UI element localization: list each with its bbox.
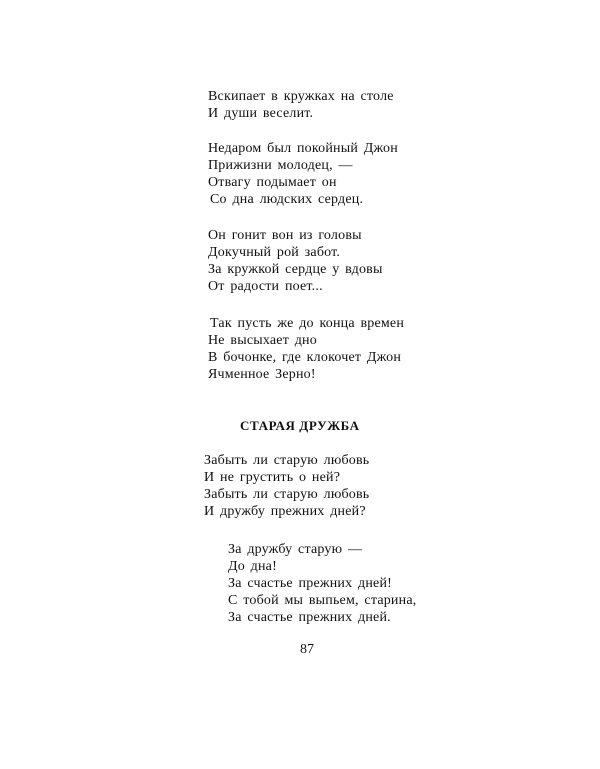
verse-line: В бочонке, где клокочет Джон bbox=[208, 350, 402, 365]
verse-line: До дна! bbox=[228, 559, 277, 574]
verse-line: Забыть ли старую любовь bbox=[204, 487, 370, 502]
verse-line: От радости поет... bbox=[208, 279, 323, 294]
page-number: 87 bbox=[300, 642, 314, 657]
verse-line: За кружкой сердце у вдовы bbox=[208, 262, 383, 277]
verse-line: Так пусть же до конца времен bbox=[210, 316, 405, 331]
stanza-5 bbox=[204, 452, 369, 520]
verse-line: И души веселит. bbox=[208, 106, 314, 121]
stanza-2 bbox=[208, 140, 398, 208]
verse-line: Не высыхает дно bbox=[208, 333, 317, 348]
stanza-1 bbox=[208, 88, 394, 122]
verse-line: Забыть ли старую любовь bbox=[204, 453, 370, 468]
verse-line: С тобой мы выпьем, старина, bbox=[228, 593, 417, 608]
verse-line: Недаром был покойный Джон bbox=[208, 141, 398, 156]
stanza-6-refrain bbox=[228, 541, 416, 626]
verse-line: За счастье прежних дней. bbox=[228, 610, 391, 625]
verse-line: Ячменное Зерно! bbox=[208, 367, 316, 382]
poem-title: СТАРАЯ ДРУЖБА bbox=[240, 418, 360, 433]
verse-line: Отвагу подымает он bbox=[208, 175, 337, 190]
verse-line: Вскипает в кружках на столе bbox=[208, 89, 394, 104]
verse-line: Докучный рой забот. bbox=[208, 245, 341, 260]
verse-line: Прижизни молодец, — bbox=[208, 158, 353, 173]
verse-line: За счастье прежних дней! bbox=[228, 576, 392, 591]
verse-line: Со дна людских сердец. bbox=[210, 192, 364, 207]
verse-line: И дружбу прежних дней? bbox=[204, 504, 366, 519]
verse-line: За дружбу старую — bbox=[228, 542, 363, 557]
verse-line: И не грустить о ней? bbox=[204, 470, 341, 485]
stanza-3 bbox=[208, 227, 383, 295]
stanza-4 bbox=[208, 315, 404, 383]
verse-line: Он гонит вон из головы bbox=[208, 228, 362, 243]
